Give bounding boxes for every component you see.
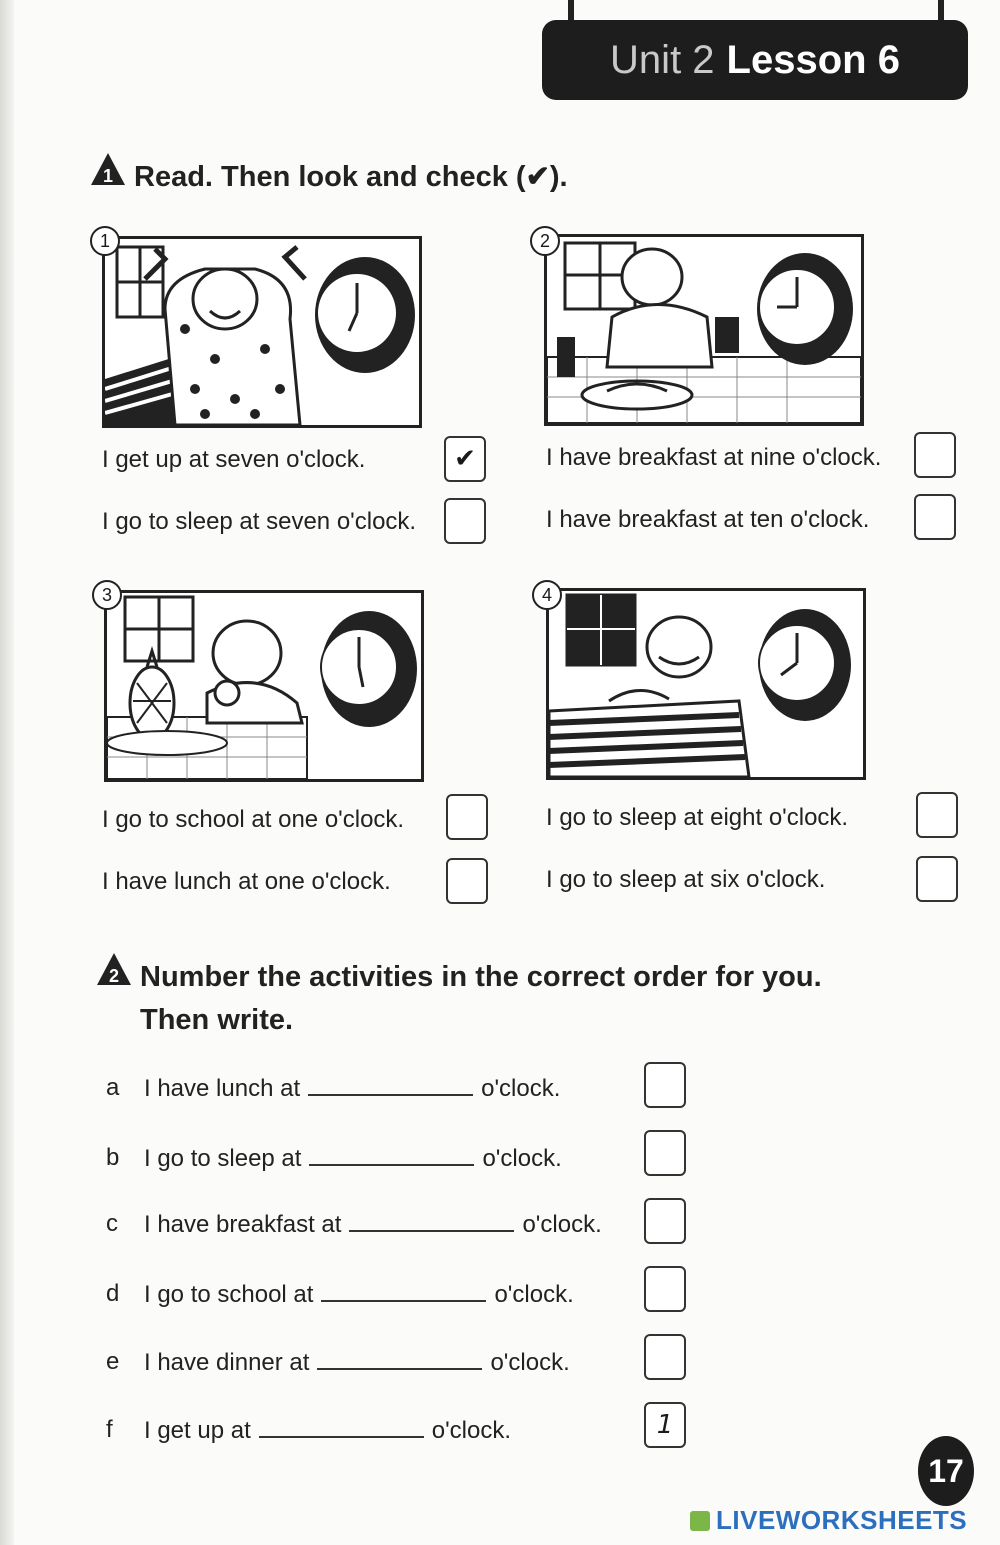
row-text-before: I have lunch at [144,1075,301,1102]
order-box-d[interactable] [644,1266,686,1312]
picture-1-number: 1 [90,226,120,256]
order-row-d [106,1280,646,1320]
item1-option-b-text: I go to sleep at seven o'clock. [102,508,417,535]
section2-title-line2: Then write. [140,1004,294,1036]
svg-text:1: 1 [102,166,114,186]
answer-blank[interactable] [321,1280,486,1302]
order-box-b[interactable] [644,1130,686,1176]
item2-option-a-text: I have breakfast at nine o'clock. [546,444,882,471]
section2-title-line1: Number the activities in the correct order for you. [140,961,822,993]
item4-option-a-checkbox[interactable] [916,792,958,838]
row-letter: c [106,1210,118,1237]
row-text-before: I go to sleep at [144,1145,302,1172]
order-row-e [106,1348,646,1388]
answer-blank[interactable] [308,1074,473,1096]
item3-option-b-checkbox[interactable] [446,858,488,904]
answer-blank[interactable] [309,1144,474,1166]
page-edge-shadow [0,0,14,1545]
row-text-after: o'clock. [490,1349,570,1376]
row-text-before: I get up at [144,1417,251,1444]
lesson-banner [542,20,968,100]
picture-3-number: 3 [92,580,122,610]
answer-blank[interactable] [259,1416,424,1438]
page-number: 17 [918,1436,974,1506]
picture-2-breakfast [544,234,864,426]
item4-option-b-text: I go to sleep at six o'clock. [546,866,826,893]
row-text-before: I have dinner at [144,1349,310,1376]
item2-option-b-checkbox[interactable] [914,494,956,540]
row-text-after: o'clock. [482,1145,562,1172]
row-letter: d [106,1280,120,1307]
item4-option-a-text: I go to sleep at eight o'clock. [546,804,849,831]
row-text-before: I go to school at [144,1281,314,1308]
answer-blank[interactable] [349,1210,514,1232]
row-letter: f [106,1416,113,1443]
item3-option-a-checkbox[interactable] [446,794,488,840]
item2-option-b-text: I have breakfast at ten o'clock. [546,506,870,533]
row-text-before: I have breakfast at [144,1211,342,1238]
section2-heading [96,952,822,1038]
banner-hangers [568,0,944,22]
row-letter: e [106,1348,120,1375]
order-box-c[interactable] [644,1198,686,1244]
picture-4-number: 4 [532,580,562,610]
order-box-f[interactable]: 1 [644,1402,686,1448]
order-row-a [106,1074,646,1114]
order-box-e[interactable] [644,1334,686,1380]
row-text-after: o'clock. [522,1211,602,1238]
exercise-number-icon [96,952,132,986]
order-box-a[interactable] [644,1062,686,1108]
row-letter: a [106,1074,120,1101]
picture-2-number: 2 [530,226,560,256]
brand-watermark [690,1505,967,1536]
item3-option-a-text: I go to school at one o'clock. [102,806,405,833]
item4-option-b-checkbox[interactable] [916,856,958,902]
brand-name: LIVEWORKSHEETS [716,1505,968,1535]
item2-option-a-checkbox[interactable] [914,432,956,478]
order-row-f [106,1416,646,1456]
order-row-b [106,1144,646,1184]
lesson-label: Lesson 6 [726,37,900,82]
row-text-after: o'clock. [481,1075,561,1102]
item1-option-a-checkbox[interactable]: ✔ [444,436,486,482]
exercise-number-icon [90,152,126,186]
item1-option-b-checkbox[interactable] [444,498,486,544]
order-row-c [106,1210,646,1250]
svg-text:2: 2 [108,966,120,986]
item1-option-a-text: I get up at seven o'clock. [102,446,366,473]
unit-label: Unit 2 [610,37,715,82]
picture-1-wake-up [102,236,422,428]
brand-logo-icon [690,1511,710,1531]
answer-blank[interactable] [317,1348,482,1370]
section1-heading [90,152,568,202]
section1-title: Read. Then look and check (✔). [134,161,568,193]
row-text-after: o'clock. [431,1417,512,1444]
picture-3-lunch [104,590,424,782]
row-text-after: o'clock. [494,1281,574,1308]
row-letter: b [106,1144,120,1171]
item3-option-b-text: I have lunch at one o'clock. [102,868,391,895]
picture-4-bedtime [546,588,866,780]
